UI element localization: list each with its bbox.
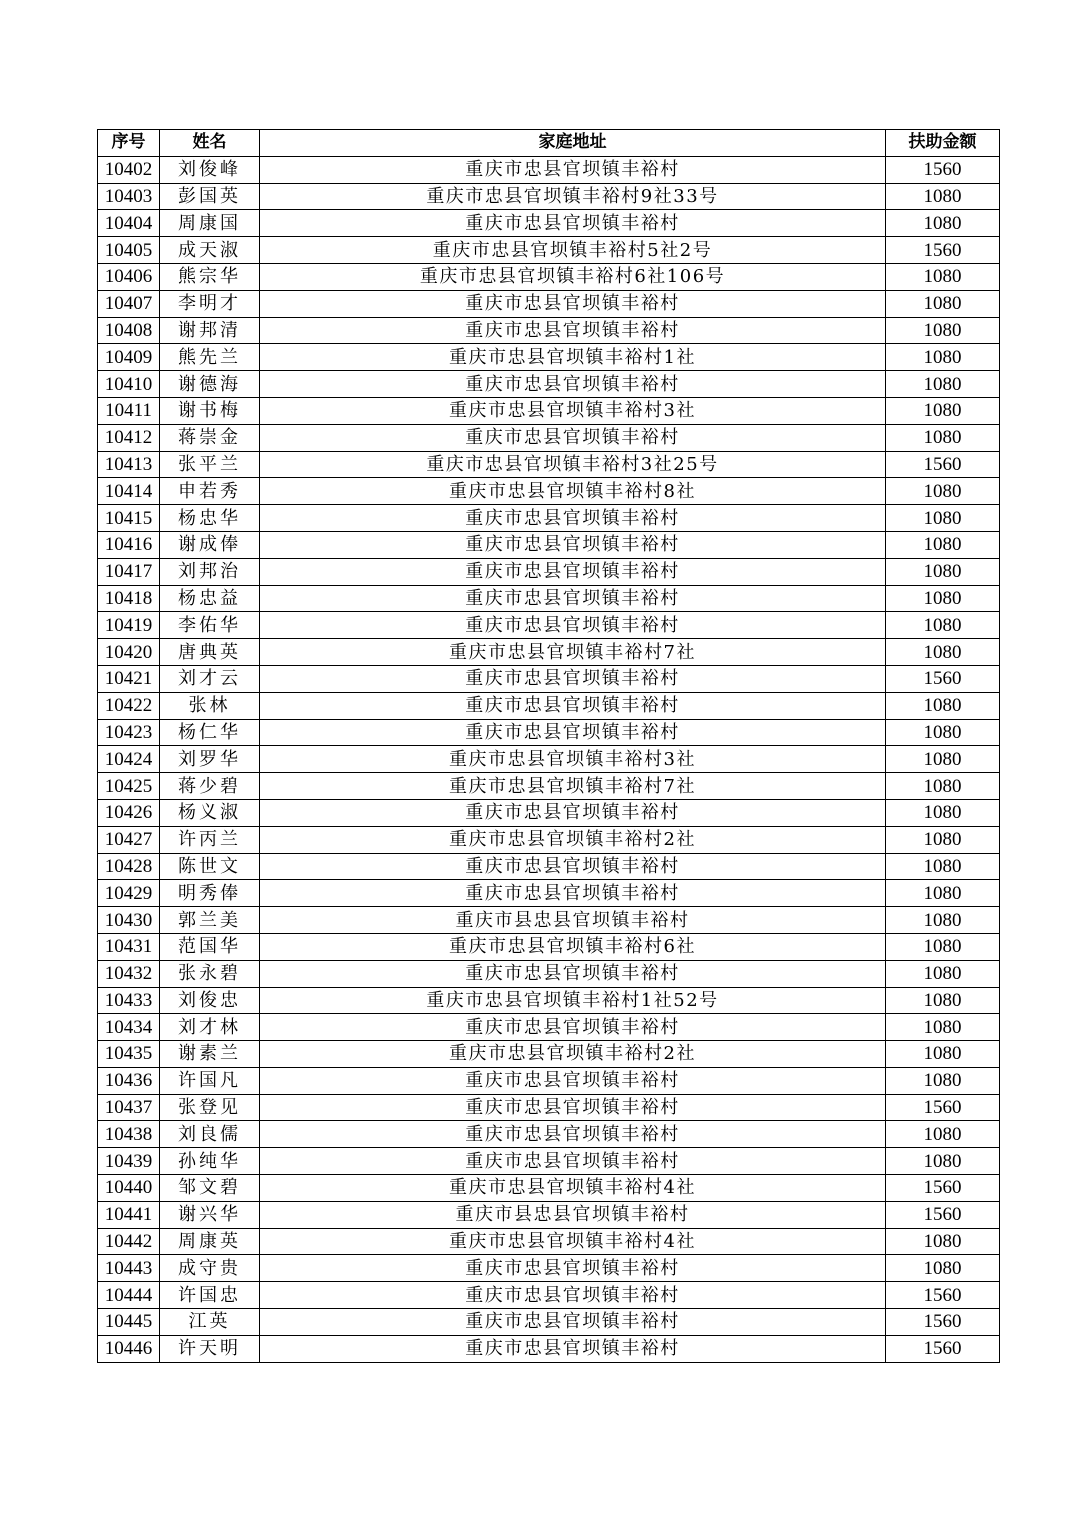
table-row — [98, 1175, 1000, 1202]
table-row — [98, 639, 1000, 666]
serial-number-cell: 10402 — [98, 156, 160, 183]
amount-cell: 1080 — [886, 1014, 1000, 1041]
serial-number-cell: 10407 — [98, 290, 160, 317]
amount-cell: 1080 — [886, 424, 1000, 451]
amount-cell: 1080 — [886, 1148, 1000, 1175]
table-row — [98, 290, 1000, 317]
name-cell: 张林 — [160, 692, 260, 719]
amount-cell: 1080 — [886, 478, 1000, 505]
table-row — [98, 478, 1000, 505]
address-cell: 重庆市忠县官坝镇丰裕村6社106号 — [260, 263, 886, 290]
name-cell: 邹文碧 — [160, 1175, 260, 1202]
address-cell: 重庆市忠县官坝镇丰裕村 — [260, 558, 886, 585]
name-cell: 成守贵 — [160, 1255, 260, 1282]
table-row — [98, 933, 1000, 960]
table-row — [98, 773, 1000, 800]
amount-cell: 1080 — [886, 531, 1000, 558]
address-cell: 重庆市忠县官坝镇丰裕村4社 — [260, 1175, 886, 1202]
table-row — [98, 907, 1000, 934]
name-cell: 熊先兰 — [160, 344, 260, 371]
amount-cell: 1080 — [886, 558, 1000, 585]
table-row — [98, 692, 1000, 719]
table-row — [98, 1041, 1000, 1068]
table-row — [98, 263, 1000, 290]
table-row — [98, 853, 1000, 880]
table-row — [98, 1201, 1000, 1228]
serial-number-cell: 10432 — [98, 960, 160, 987]
name-cell: 孙纯华 — [160, 1148, 260, 1175]
serial-number-cell: 10441 — [98, 1201, 160, 1228]
table-row — [98, 558, 1000, 585]
address-cell: 重庆市忠县官坝镇丰裕村 — [260, 1121, 886, 1148]
address-cell: 重庆市忠县官坝镇丰裕村 — [260, 1014, 886, 1041]
table-row — [98, 237, 1000, 264]
amount-cell: 1560 — [886, 1335, 1000, 1362]
name-cell: 刘俊忠 — [160, 987, 260, 1014]
address-cell: 重庆市忠县官坝镇丰裕村 — [260, 505, 886, 532]
amount-cell: 1080 — [886, 505, 1000, 532]
amount-cell: 1560 — [886, 1175, 1000, 1202]
serial-number-cell: 10428 — [98, 853, 160, 880]
address-cell: 重庆市忠县官坝镇丰裕村8社 — [260, 478, 886, 505]
name-cell: 刘才林 — [160, 1014, 260, 1041]
table-row — [98, 612, 1000, 639]
amount-cell: 1080 — [886, 826, 1000, 853]
table-row — [98, 1309, 1000, 1336]
amount-cell: 1080 — [886, 263, 1000, 290]
table-row — [98, 1094, 1000, 1121]
name-cell: 周康英 — [160, 1228, 260, 1255]
address-cell: 重庆市忠县官坝镇丰裕村2社 — [260, 826, 886, 853]
address-cell: 重庆市忠县官坝镇丰裕村7社 — [260, 639, 886, 666]
name-cell: 杨忠华 — [160, 505, 260, 532]
name-cell: 周康国 — [160, 210, 260, 237]
name-cell: 杨忠益 — [160, 585, 260, 612]
amount-cell: 1080 — [886, 290, 1000, 317]
name-cell: 陈世文 — [160, 853, 260, 880]
name-cell: 谢兴华 — [160, 1201, 260, 1228]
table-row — [98, 451, 1000, 478]
serial-number-cell: 10416 — [98, 531, 160, 558]
address-cell: 重庆市忠县官坝镇丰裕村 — [260, 424, 886, 451]
serial-number-cell: 10418 — [98, 585, 160, 612]
address-cell: 重庆市忠县官坝镇丰裕村 — [260, 156, 886, 183]
serial-number-cell: 10445 — [98, 1309, 160, 1336]
address-cell: 重庆市忠县官坝镇丰裕村6社 — [260, 933, 886, 960]
amount-cell: 1080 — [886, 907, 1000, 934]
serial-number-cell: 10404 — [98, 210, 160, 237]
amount-cell: 1560 — [886, 1094, 1000, 1121]
header-serial-number: 序号 — [98, 130, 160, 157]
serial-number-cell: 10436 — [98, 1067, 160, 1094]
table-row — [98, 1255, 1000, 1282]
name-cell: 许天明 — [160, 1335, 260, 1362]
address-cell: 重庆市县忠县官坝镇丰裕村 — [260, 1201, 886, 1228]
name-cell: 谢素兰 — [160, 1041, 260, 1068]
table-row — [98, 585, 1000, 612]
address-cell: 重庆市忠县官坝镇丰裕村 — [260, 799, 886, 826]
name-cell: 蒋崇金 — [160, 424, 260, 451]
name-cell: 申若秀 — [160, 478, 260, 505]
address-cell: 重庆市忠县官坝镇丰裕村 — [260, 1067, 886, 1094]
address-cell: 重庆市忠县官坝镇丰裕村3社 — [260, 397, 886, 424]
table-row — [98, 826, 1000, 853]
amount-cell: 1080 — [886, 585, 1000, 612]
address-cell: 重庆市忠县官坝镇丰裕村2社 — [260, 1041, 886, 1068]
amount-cell: 1080 — [886, 1228, 1000, 1255]
table-row — [98, 156, 1000, 183]
header-home-address: 家庭地址 — [260, 130, 886, 157]
table-row — [98, 1228, 1000, 1255]
amount-cell: 1080 — [886, 773, 1000, 800]
address-cell: 重庆市忠县官坝镇丰裕村 — [260, 1148, 886, 1175]
address-cell: 重庆市忠县官坝镇丰裕村 — [260, 1282, 886, 1309]
amount-cell: 1080 — [886, 317, 1000, 344]
table-row — [98, 1067, 1000, 1094]
name-cell: 蒋少碧 — [160, 773, 260, 800]
address-cell: 重庆市县忠县官坝镇丰裕村 — [260, 907, 886, 934]
name-cell: 唐典英 — [160, 639, 260, 666]
serial-number-cell: 10406 — [98, 263, 160, 290]
address-cell: 重庆市忠县官坝镇丰裕村4社 — [260, 1228, 886, 1255]
amount-cell: 1080 — [886, 612, 1000, 639]
amount-cell: 1560 — [886, 451, 1000, 478]
name-cell: 郭兰美 — [160, 907, 260, 934]
amount-cell: 1080 — [886, 880, 1000, 907]
amount-cell: 1080 — [886, 799, 1000, 826]
amount-cell: 1560 — [886, 1282, 1000, 1309]
serial-number-cell: 10411 — [98, 397, 160, 424]
serial-number-cell: 10417 — [98, 558, 160, 585]
serial-number-cell: 10438 — [98, 1121, 160, 1148]
address-cell: 重庆市忠县官坝镇丰裕村 — [260, 1335, 886, 1362]
amount-cell: 1560 — [886, 1309, 1000, 1336]
table-row — [98, 665, 1000, 692]
serial-number-cell: 10415 — [98, 505, 160, 532]
table-header-row — [98, 130, 1000, 157]
name-cell: 彭国英 — [160, 183, 260, 210]
name-cell: 谢书梅 — [160, 397, 260, 424]
name-cell: 谢成俸 — [160, 531, 260, 558]
address-cell: 重庆市忠县官坝镇丰裕村1社 — [260, 344, 886, 371]
serial-number-cell: 10403 — [98, 183, 160, 210]
name-cell: 刘良儒 — [160, 1121, 260, 1148]
address-cell: 重庆市忠县官坝镇丰裕村 — [260, 585, 886, 612]
address-cell: 重庆市忠县官坝镇丰裕村 — [260, 371, 886, 398]
amount-cell: 1080 — [886, 210, 1000, 237]
address-cell: 重庆市忠县官坝镇丰裕村 — [260, 290, 886, 317]
amount-cell: 1080 — [886, 960, 1000, 987]
serial-number-cell: 10443 — [98, 1255, 160, 1282]
serial-number-cell: 10430 — [98, 907, 160, 934]
amount-cell: 1080 — [886, 397, 1000, 424]
table-row — [98, 424, 1000, 451]
table-row — [98, 531, 1000, 558]
address-cell: 重庆市忠县官坝镇丰裕村7社 — [260, 773, 886, 800]
amount-cell: 1560 — [886, 665, 1000, 692]
serial-number-cell: 10439 — [98, 1148, 160, 1175]
serial-number-cell: 10429 — [98, 880, 160, 907]
address-cell: 重庆市忠县官坝镇丰裕村3社 — [260, 746, 886, 773]
serial-number-cell: 10442 — [98, 1228, 160, 1255]
amount-cell: 1080 — [886, 853, 1000, 880]
serial-number-cell: 10434 — [98, 1014, 160, 1041]
address-cell: 重庆市忠县官坝镇丰裕村 — [260, 210, 886, 237]
serial-number-cell: 10444 — [98, 1282, 160, 1309]
serial-number-cell: 10414 — [98, 478, 160, 505]
table-row — [98, 746, 1000, 773]
address-cell: 重庆市忠县官坝镇丰裕村 — [260, 719, 886, 746]
address-cell: 重庆市忠县官坝镇丰裕村 — [260, 960, 886, 987]
address-cell: 重庆市忠县官坝镇丰裕村 — [260, 317, 886, 344]
name-cell: 熊宗华 — [160, 263, 260, 290]
serial-number-cell: 10424 — [98, 746, 160, 773]
serial-number-cell: 10431 — [98, 933, 160, 960]
name-cell: 许国忠 — [160, 1282, 260, 1309]
name-cell: 谢邦清 — [160, 317, 260, 344]
address-cell: 重庆市忠县官坝镇丰裕村3社25号 — [260, 451, 886, 478]
name-cell: 张平兰 — [160, 451, 260, 478]
name-cell: 张登见 — [160, 1094, 260, 1121]
amount-cell: 1080 — [886, 1067, 1000, 1094]
serial-number-cell: 10437 — [98, 1094, 160, 1121]
serial-number-cell: 10440 — [98, 1175, 160, 1202]
amount-cell: 1560 — [886, 156, 1000, 183]
amount-cell: 1080 — [886, 1255, 1000, 1282]
name-cell: 许国凡 — [160, 1067, 260, 1094]
name-cell: 许丙兰 — [160, 826, 260, 853]
header-name: 姓名 — [160, 130, 260, 157]
name-cell: 明秀俸 — [160, 880, 260, 907]
amount-cell: 1080 — [886, 719, 1000, 746]
serial-number-cell: 10446 — [98, 1335, 160, 1362]
amount-cell: 1080 — [886, 933, 1000, 960]
name-cell: 刘邦治 — [160, 558, 260, 585]
serial-number-cell: 10410 — [98, 371, 160, 398]
address-cell: 重庆市忠县官坝镇丰裕村 — [260, 1309, 886, 1336]
amount-cell: 1080 — [886, 1121, 1000, 1148]
amount-cell: 1080 — [886, 639, 1000, 666]
address-cell: 重庆市忠县官坝镇丰裕村5社2号 — [260, 237, 886, 264]
address-cell: 重庆市忠县官坝镇丰裕村9社33号 — [260, 183, 886, 210]
serial-number-cell: 10433 — [98, 987, 160, 1014]
assistance-table — [97, 129, 1000, 1363]
address-cell: 重庆市忠县官坝镇丰裕村 — [260, 531, 886, 558]
table-row — [98, 183, 1000, 210]
serial-number-cell: 10426 — [98, 799, 160, 826]
serial-number-cell: 10408 — [98, 317, 160, 344]
assistance-table-container — [97, 129, 999, 1363]
serial-number-cell: 10427 — [98, 826, 160, 853]
serial-number-cell: 10425 — [98, 773, 160, 800]
amount-cell: 1080 — [886, 344, 1000, 371]
table-body — [98, 156, 1000, 1362]
name-cell: 刘俊峰 — [160, 156, 260, 183]
table-row — [98, 317, 1000, 344]
amount-cell: 1080 — [886, 746, 1000, 773]
serial-number-cell: 10420 — [98, 639, 160, 666]
name-cell: 谢德海 — [160, 371, 260, 398]
address-cell: 重庆市忠县官坝镇丰裕村 — [260, 612, 886, 639]
amount-cell: 1560 — [886, 237, 1000, 264]
serial-number-cell: 10412 — [98, 424, 160, 451]
name-cell: 范国华 — [160, 933, 260, 960]
name-cell: 杨仁华 — [160, 719, 260, 746]
table-row — [98, 1282, 1000, 1309]
table-row — [98, 505, 1000, 532]
name-cell: 江英 — [160, 1309, 260, 1336]
name-cell: 李佑华 — [160, 612, 260, 639]
table-row — [98, 880, 1000, 907]
serial-number-cell: 10413 — [98, 451, 160, 478]
address-cell: 重庆市忠县官坝镇丰裕村 — [260, 1094, 886, 1121]
address-cell: 重庆市忠县官坝镇丰裕村 — [260, 665, 886, 692]
serial-number-cell: 10423 — [98, 719, 160, 746]
amount-cell: 1080 — [886, 183, 1000, 210]
serial-number-cell: 10419 — [98, 612, 160, 639]
serial-number-cell: 10409 — [98, 344, 160, 371]
header-assistance-amount: 扶助金额 — [886, 130, 1000, 157]
table-row — [98, 799, 1000, 826]
serial-number-cell: 10422 — [98, 692, 160, 719]
address-cell: 重庆市忠县官坝镇丰裕村 — [260, 853, 886, 880]
table-row — [98, 987, 1000, 1014]
name-cell: 李明才 — [160, 290, 260, 317]
name-cell: 刘罗华 — [160, 746, 260, 773]
serial-number-cell: 10405 — [98, 237, 160, 264]
table-row — [98, 371, 1000, 398]
table-row — [98, 719, 1000, 746]
table-row — [98, 397, 1000, 424]
name-cell: 杨义淑 — [160, 799, 260, 826]
address-cell: 重庆市忠县官坝镇丰裕村1社52号 — [260, 987, 886, 1014]
name-cell: 刘才云 — [160, 665, 260, 692]
address-cell: 重庆市忠县官坝镇丰裕村 — [260, 692, 886, 719]
name-cell: 张永碧 — [160, 960, 260, 987]
table-row — [98, 1335, 1000, 1362]
serial-number-cell: 10435 — [98, 1041, 160, 1068]
amount-cell: 1560 — [886, 1201, 1000, 1228]
amount-cell: 1080 — [886, 1041, 1000, 1068]
amount-cell: 1080 — [886, 371, 1000, 398]
table-row — [98, 210, 1000, 237]
table-row — [98, 344, 1000, 371]
table-row — [98, 1014, 1000, 1041]
amount-cell: 1080 — [886, 692, 1000, 719]
name-cell: 成天淑 — [160, 237, 260, 264]
table-row — [98, 1148, 1000, 1175]
amount-cell: 1080 — [886, 987, 1000, 1014]
address-cell: 重庆市忠县官坝镇丰裕村 — [260, 880, 886, 907]
serial-number-cell: 10421 — [98, 665, 160, 692]
address-cell: 重庆市忠县官坝镇丰裕村 — [260, 1255, 886, 1282]
table-row — [98, 1121, 1000, 1148]
table-row — [98, 960, 1000, 987]
